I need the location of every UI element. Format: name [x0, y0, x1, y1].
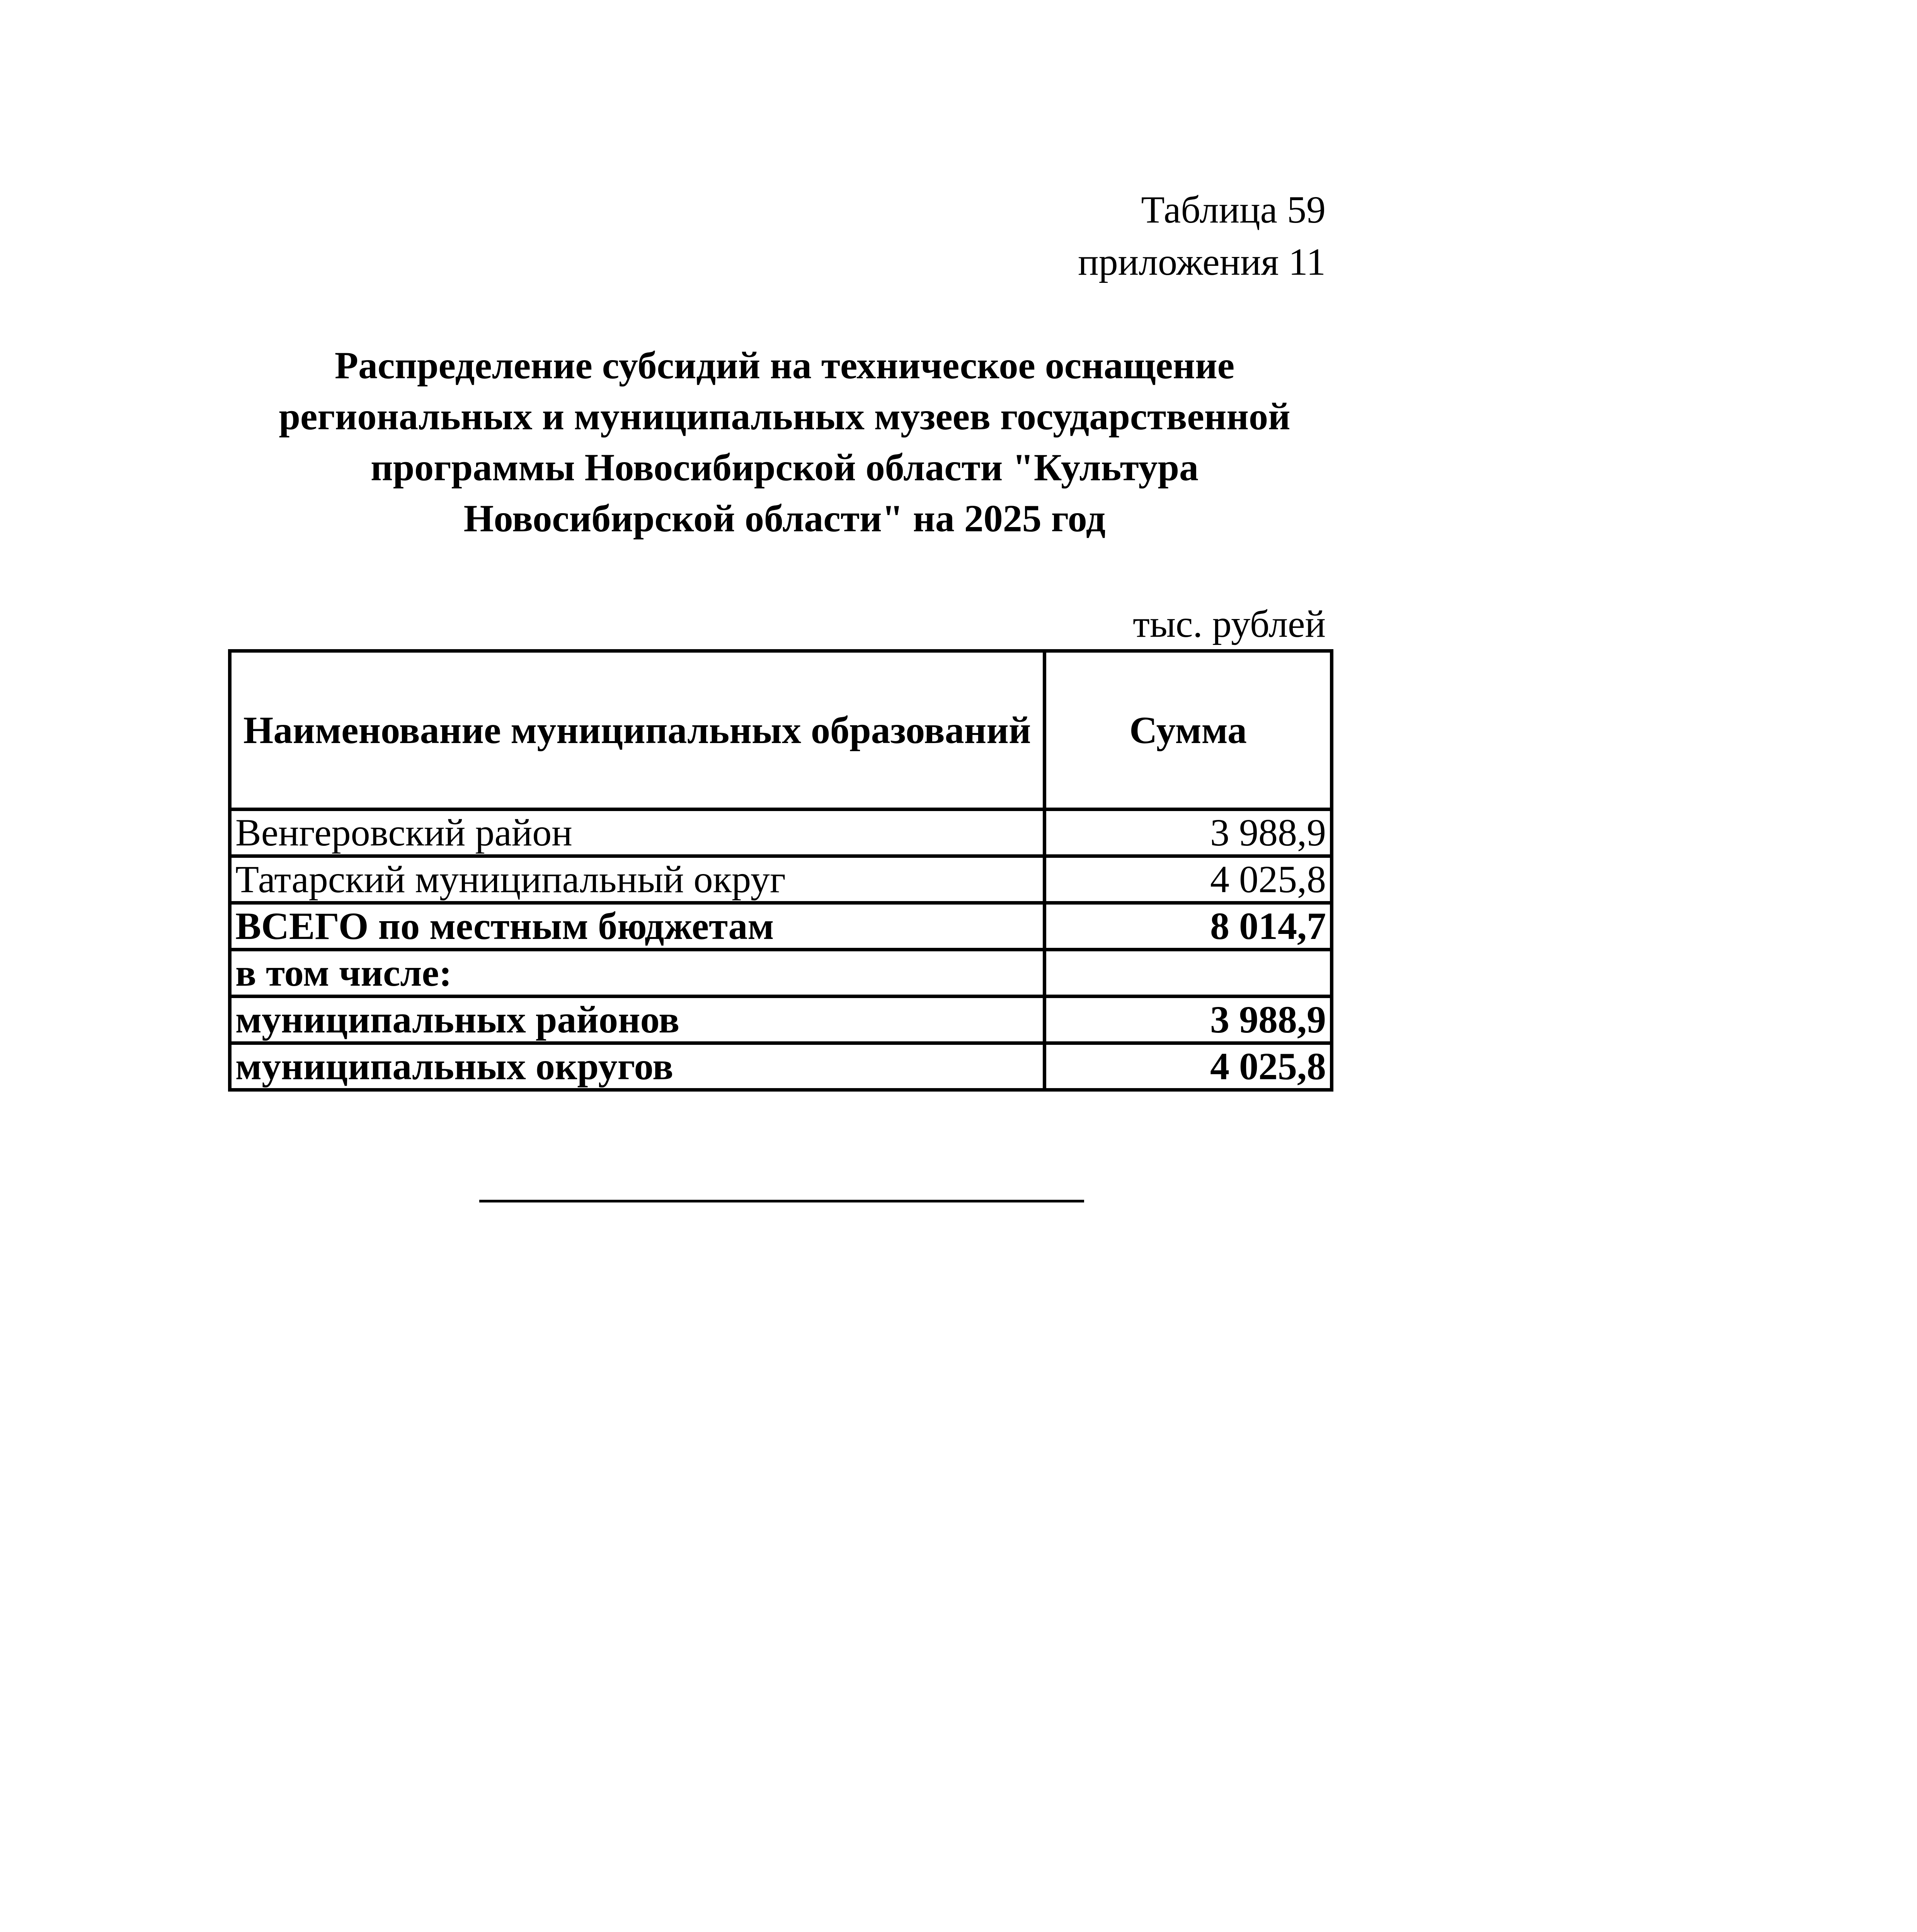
subheading-row: [230, 950, 1332, 997]
municipality-name: Татарский муниципальный округ: [230, 856, 1045, 903]
subheading-label: в том числе:: [230, 950, 1045, 997]
subtotal-row: [230, 997, 1332, 1043]
title-line: региональных и муниципальных музеев государственной: [279, 395, 1290, 438]
empty-amount-cell: [1045, 950, 1332, 997]
municipality-name: Венгеровский район: [230, 810, 1045, 856]
document-title: [232, 340, 1337, 544]
subtotal-label: муниципальных округов: [230, 1043, 1045, 1090]
total-amount: 8 014,7: [1045, 903, 1332, 950]
column-header-name: Наименование муниципальных образований: [230, 651, 1045, 810]
table-row: [230, 810, 1332, 856]
closing-rule: [479, 1200, 1084, 1202]
table-number: Таблица 59: [1141, 188, 1326, 231]
subsidy-table: [228, 649, 1333, 1092]
unit-label: тыс. рублей: [1133, 602, 1326, 645]
subtotal-amount: 3 988,9: [1045, 997, 1332, 1043]
amount-cell: 4 025,8: [1045, 856, 1332, 903]
table-row: [230, 856, 1332, 903]
table-header-row: [230, 651, 1332, 810]
title-line: Новосибирской области" на 2025 год: [463, 497, 1106, 540]
total-row: [230, 903, 1332, 950]
subtotal-label: муниципальных районов: [230, 997, 1045, 1043]
subtotal-amount: 4 025,8: [1045, 1043, 1332, 1090]
appendix-number: приложения 11: [1078, 240, 1326, 283]
amount-cell: 3 988,9: [1045, 810, 1332, 856]
table-reference: [1078, 184, 1326, 288]
column-header-sum: Сумма: [1045, 651, 1332, 810]
total-label: ВСЕГО по местным бюджетам: [230, 903, 1045, 950]
subtotal-row: [230, 1043, 1332, 1090]
title-line: Распределение субсидий на техническое оснащение: [334, 344, 1235, 387]
title-line: программы Новосибирской области "Культура: [370, 446, 1199, 489]
